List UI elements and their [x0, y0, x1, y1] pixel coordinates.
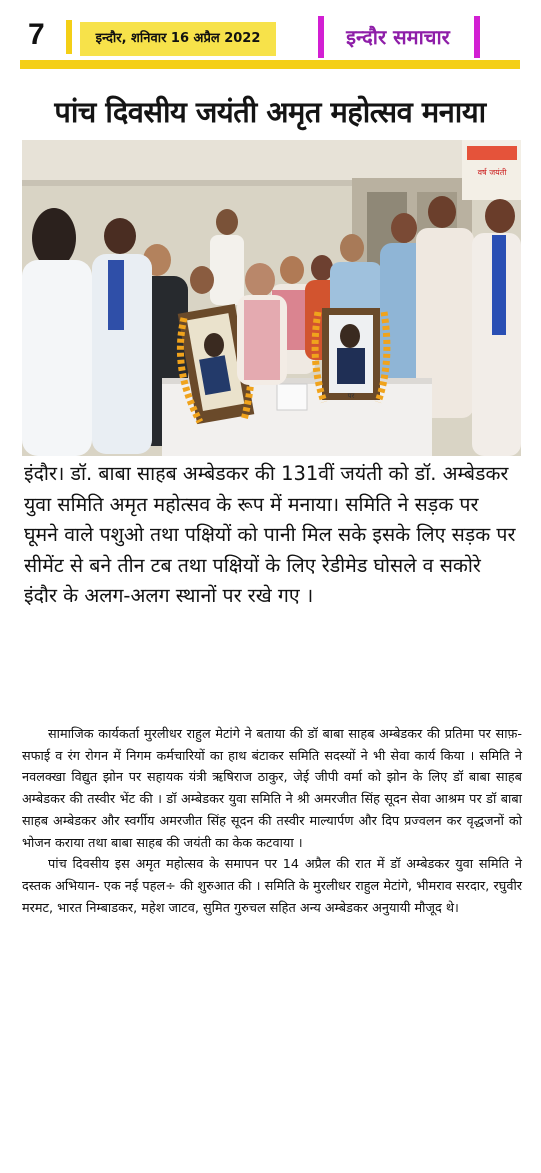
portrait-frame-right: [315, 308, 387, 402]
page-number: 7: [28, 18, 45, 51]
body-paragraph-1: सामाजिक कार्यकर्ता मुरलीधर राहुल मेटांगे ने बताया की डॉ बाबा साहब अम्बेडकर की प्रतिमा पर साफ़-सफाई व रंग रोगन में निगम कर्मचारियों का हाथ बंटाकर समिति सदस्यों ने भी सेवा कार्य किया । समिति ने नवलक्खा विद्युत झोन पर सहायक यंत्री ऋषिराज ठाकुर, जेई जीपी वर्मा को झोन के लिए डॉ बाबा साहब अम्बेडकर की तस्वीर भेंट की । डॉ अम्बेडकर युवा समिति ने श्री अमरजीत सिंह सूदन सेवा आश्रम पर डॉ बाबा साहब अम्बेडकर और स्वर्गीय अमरजीत सिंह सूदन की तस्वीर माल्यार्पण और दिप प्रज्वलन कर वृद्धजनों को भोजन कराया तथा बाबा साहब की जयंती का केक कटवाया ।: [22, 727, 522, 851]
article-photo: [22, 140, 521, 456]
masthead-rule: [20, 60, 520, 69]
article-lead: इंदौर। डॉ. बाबा साहब अम्बेडकर की 131वीं जयंती को डॉ. अम्बेडकर युवा समिति अमृत महोत्सव के रूप में मनाया। समिति ने सड़क पर घूमने वाले पशुओ तथा पक्षियों को पानी मिल सके इसके लिए सड़क पर सीमेंट से बने तीन टब तथा पक्षियों के लिए रेडीमेड घोसले व सकोरे इंदौर के अलग-अलग स्थानों पर रखे गए ।: [24, 462, 516, 607]
wall-poster: [462, 140, 521, 200]
brand-right-bar: [474, 16, 480, 58]
body-paragraph-2: पांच दिवसीय इस अमृत महोत्सव के समापन पर 14 अप्रैल की रात में डॉ अम्बेडकर युवा समिति ने दस्तक अभियान- एक नई पहल÷ की शुरुआत की । समिति के मुरलीधर राहुल मेटांगे, भीमराव सरदार, रघुवीर मरमट, भारत निम्बाडकर, महेश जाटव, सुमित गुरुचल सहित अन्य अम्बेडकर अनुयायी मौजूद थे।: [22, 857, 522, 916]
poster-text-right: पर: [347, 392, 355, 400]
publication-name: इन्दौर समाचार: [346, 25, 450, 49]
article-headline: पांच दिवसीय जयंती अमृत महोत्सव मनाया: [54, 95, 486, 129]
dateline: इन्दौर, शनिवार 16 अप्रैल 2022: [80, 22, 276, 56]
masthead: [0, 0, 541, 72]
masthead-accent-bar: [66, 20, 72, 54]
poster-text: वर्ष जयंती: [477, 168, 507, 177]
event-photo-illustration: [22, 140, 521, 456]
article-body: [22, 724, 522, 919]
